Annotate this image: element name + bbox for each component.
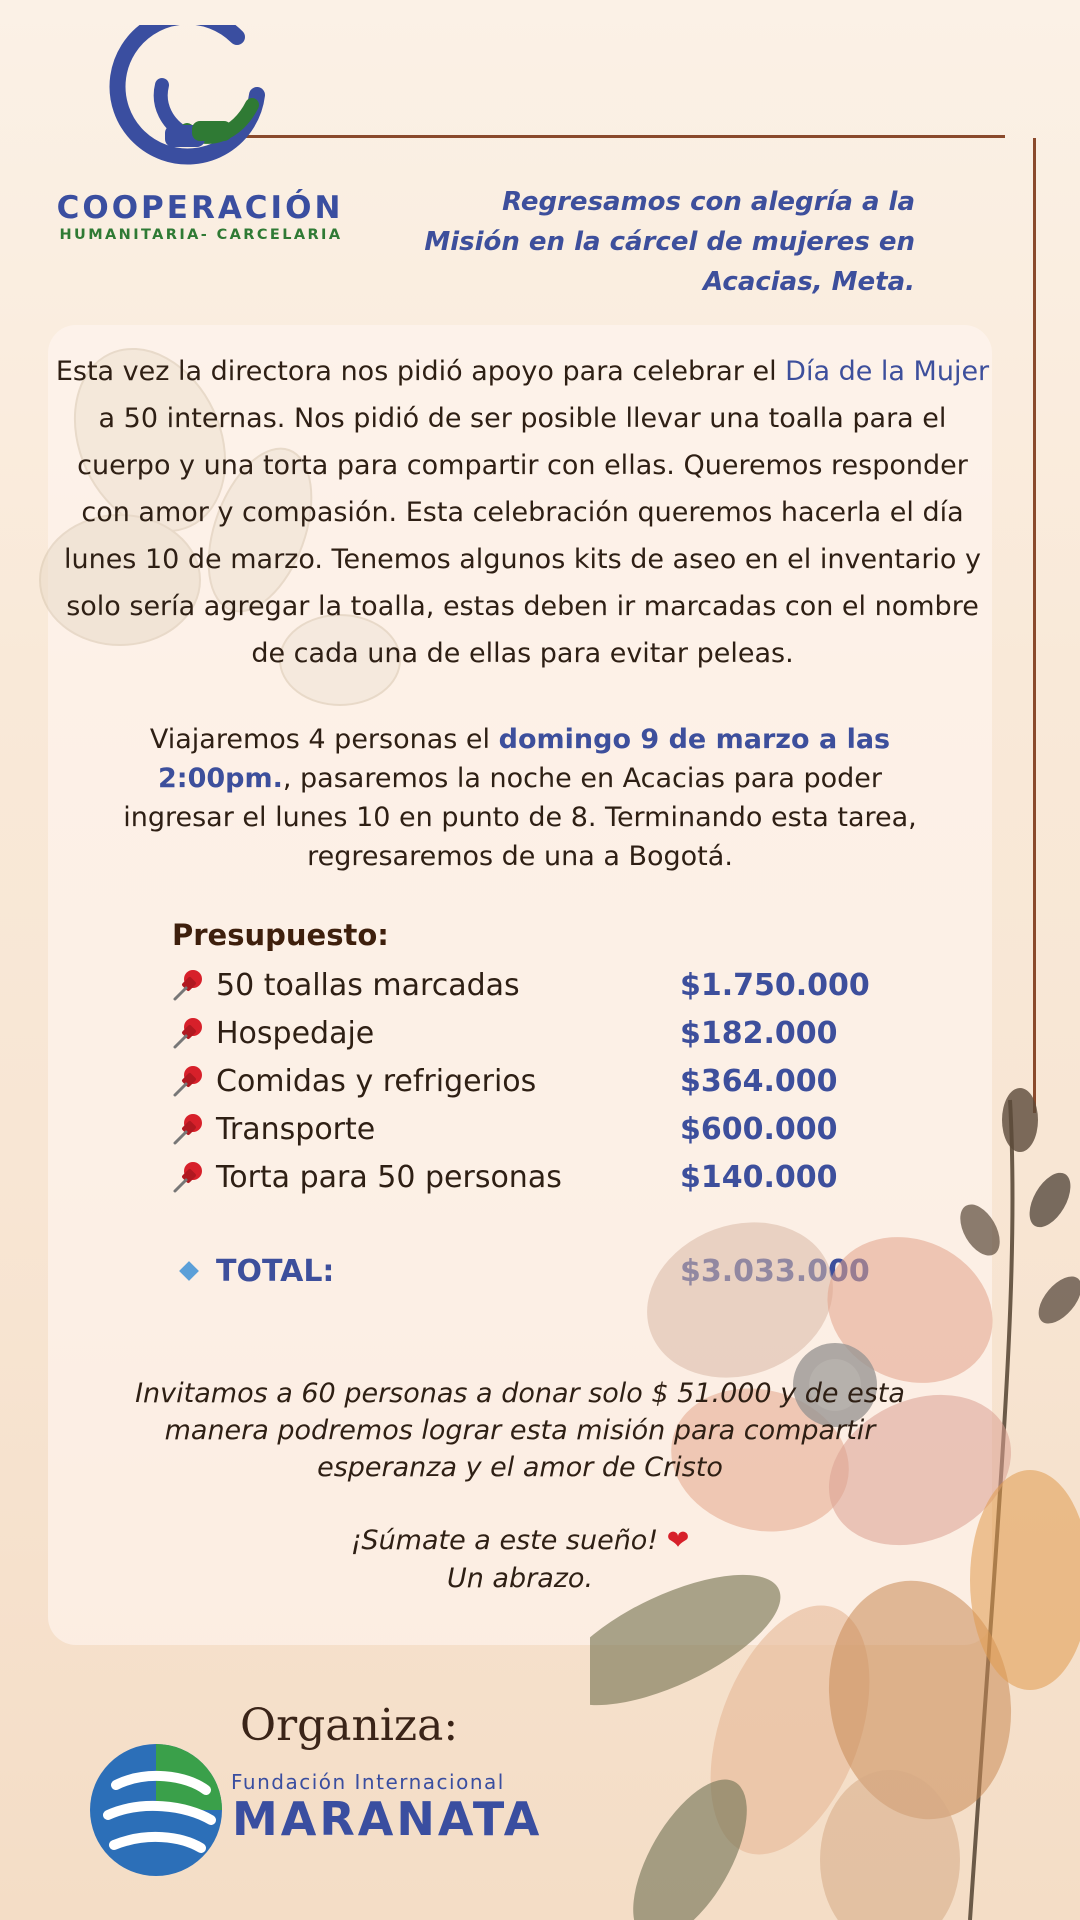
organiza-label: Organiza: bbox=[240, 1700, 459, 1751]
invite-paragraph bbox=[90, 1375, 950, 1486]
intro-text: Esta vez la directora nos pidió apoyo para celebrar el bbox=[55, 356, 786, 387]
budget-item bbox=[172, 1012, 972, 1058]
pushpin-icon bbox=[172, 1064, 206, 1098]
invite-line: Invitamos a 60 personas a donar solo $ 51.000 y de esta bbox=[135, 1378, 905, 1409]
budget-title: Presupuesto: bbox=[172, 918, 389, 952]
diamond-icon bbox=[179, 1261, 199, 1281]
join-line bbox=[90, 1522, 950, 1560]
fund-name: MARANATA bbox=[232, 1792, 543, 1846]
budget-item-amount: $364.000 bbox=[680, 1064, 838, 1099]
pushpin-icon bbox=[172, 1112, 206, 1146]
intro-highlight: Día de la Mujer bbox=[785, 356, 990, 387]
budget-item-label: 50 toallas marcadas bbox=[216, 968, 520, 1003]
closing bbox=[90, 1522, 950, 1598]
invite-line: esperanza y el amor de Cristo bbox=[317, 1452, 723, 1483]
intro-text-rest: a 50 internas. Nos pidió de ser posible llevar una toalla para el cuerpo y una torta para compartir con ellas. Queremos responder con amor y compasión. Esta celebración queremos hacerla el día lunes 10 de marzo. Tenemos algunos kits de aseo en el inventario y solo sería agregar la toalla, estas deben ir marcadas con el nombre de cada una de ellas para evitar peleas. bbox=[63, 403, 982, 669]
headline bbox=[380, 182, 915, 302]
hug-text: Un abrazo. bbox=[446, 1563, 594, 1594]
travel-paragraph bbox=[100, 720, 940, 876]
maranata-globe-icon bbox=[86, 1740, 226, 1880]
invite-line: manera podremos lograr esta misión para compartir bbox=[164, 1415, 876, 1446]
handshake-logo-icon bbox=[107, 25, 267, 185]
maranata-logo bbox=[86, 1740, 561, 1880]
budget-item-amount: $140.000 bbox=[680, 1160, 838, 1195]
flower-decoration-icon bbox=[590, 1080, 1080, 1920]
travel-text: Viajaremos 4 personas el bbox=[149, 724, 499, 755]
pushpin-icon bbox=[172, 1016, 206, 1050]
cooperacion-logo bbox=[45, 25, 345, 255]
join-text: ¡Súmate a este sueño! bbox=[350, 1525, 659, 1556]
heart-icon: ❤ bbox=[666, 1525, 690, 1556]
total-label: TOTAL: bbox=[216, 1254, 335, 1289]
travel-highlight: domingo 9 de marzo a las 2:00pm. bbox=[158, 724, 891, 794]
intro-paragraph bbox=[55, 348, 990, 677]
budget-item-label: Comidas y refrigerios bbox=[216, 1064, 537, 1099]
budget-item-label: Transporte bbox=[216, 1112, 376, 1147]
budget-item-amount: $600.000 bbox=[680, 1112, 838, 1147]
fund-line: Fundación Internacional bbox=[231, 1770, 505, 1794]
travel-text-rest: , pasaremos la noche en Acacias para poder ingresar el lunes 10 en punto de 8. Terminando esta tarea, regresaremos de una a Bogotá. bbox=[123, 763, 917, 872]
headline-line: Misión en la cárcel de mujeres en bbox=[424, 227, 915, 257]
headline-line: Regresamos con alegría a la bbox=[502, 187, 915, 217]
budget-item-amount: $1.750.000 bbox=[680, 968, 870, 1003]
budget-item-label: Hospedaje bbox=[216, 1016, 375, 1051]
budget-item bbox=[172, 964, 972, 1010]
pushpin-icon bbox=[172, 1160, 206, 1194]
budget-item-amount: $182.000 bbox=[680, 1016, 838, 1051]
headline-line: Acacias, Meta. bbox=[703, 267, 915, 297]
org-subtitle: HUMANITARIA- CARCELARIA bbox=[59, 227, 343, 243]
frame-right-line bbox=[1033, 138, 1036, 1113]
frame-top-line bbox=[245, 135, 1005, 138]
org-name: COOPERACIÓN bbox=[56, 190, 344, 226]
pushpin-icon bbox=[172, 968, 206, 1002]
budget-item-label: Torta para 50 personas bbox=[216, 1160, 562, 1195]
